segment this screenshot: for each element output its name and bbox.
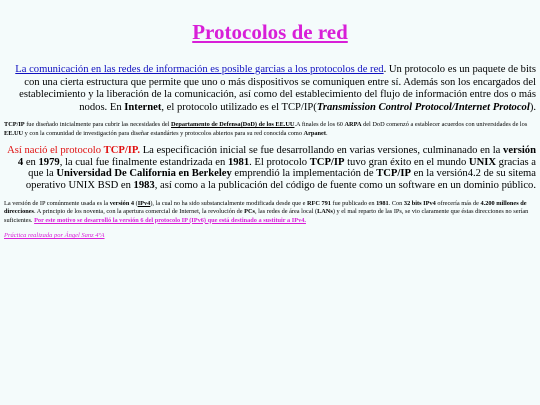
ipv4-year-1981: 1981 <box>376 200 389 207</box>
tcpip-term-2: TCP/IP <box>376 168 411 180</box>
origin-red-bold: TCP/IP. <box>103 145 141 156</box>
ipv6-link[interactable]: Por este motivo se desarrolló la versión 6 del protocolo IP (IPv6) que está destinado a sustituir a IPv4. <box>34 216 306 224</box>
lans-term: LANs <box>317 208 333 216</box>
page-title: Protocolos de red <box>192 20 348 44</box>
ipv4-text-2: ( <box>134 200 138 207</box>
internet-term: Internet <box>124 101 162 113</box>
arpanet-term: Arpanet <box>303 130 326 137</box>
intro-paragraph <box>4 64 536 114</box>
protocols-link[interactable]: La comunicación en las redes de información es posible garcias a los protocolos de red <box>15 64 384 75</box>
ipv4-text-3: ), la cual no ha sido substancialmente modificada desde que e <box>150 200 307 207</box>
origin-text-2: en <box>23 156 39 168</box>
tcp-full-name: Transmission Control Protocol/Internet Protocol <box>316 101 530 113</box>
intro-text-2: , el protocolo utilizado es el TCP/IP( <box>161 101 317 113</box>
origin-text-9: , así como a la publicación del código de fuente como un software en un dominio público. <box>154 179 536 191</box>
history-paragraph <box>4 120 536 138</box>
eeuu-term: EE.UU <box>4 130 24 137</box>
history-text-1: fue diseñado inicialmente para cubrir las necesidades del <box>24 121 171 128</box>
ipv4-text-9: ) y el mal reparto de las IPs, se vio claramente que éstas direcciones no serían suficientes. <box>4 208 529 224</box>
ipv4-text-8: , las redes de área local ( <box>255 208 318 216</box>
rfc-term: RFC 791 <box>307 200 331 207</box>
origin-text-1: La especificación inicial se fue desarrollando en varias versiones, culminanado en la <box>140 145 504 156</box>
ipv4-text-1: La versión de IP comúnmente usada es la <box>4 200 110 207</box>
ipv4-text-4: fue publicado en <box>330 200 377 207</box>
origin-text-7: emprendió la implementación de <box>231 168 377 180</box>
ipv4-version-term: versión 4 <box>109 200 135 207</box>
origin-text-8: en la versión4.2 de su sitema operativo UNIX BSD en <box>25 168 536 191</box>
arpa-term: ARPA <box>344 121 362 128</box>
ipv4-text-5: . Con <box>388 200 404 207</box>
intro-text-3: ). <box>529 101 536 113</box>
history-text-2: .A finales de los 60 <box>294 121 345 128</box>
origin-text-3: , la cual fue finalmente estandrizada en <box>59 156 228 168</box>
origin-red-text: Así nació el protocolo <box>7 145 104 156</box>
origin-text-4: . El protocolo <box>249 156 310 168</box>
ipv4-text-6: ofrecería más de <box>435 200 481 207</box>
year-1983: 1983 <box>133 179 155 191</box>
ipv4-paragraph <box>4 200 536 225</box>
dod-link[interactable]: Departamento de Defensa(DoD) de los EE.UU <box>170 121 295 128</box>
origin-paragraph <box>4 145 536 191</box>
ipv4-term: IPv4 <box>137 200 151 207</box>
intro-text-1: . Un protocolo es un paquete de bits con una cierta estructura que permite que uno o más dispositivos se comuniquen entre sí. Además son los encargados del establecimiento y la liberación de la comunicación, así como del establecimiento del flujo de información entre dos o más nodos. En <box>19 64 536 113</box>
berkeley-term: Universidad De California en Berkeley <box>56 168 232 180</box>
ipv4-text-7: . A principio de los noventa, con la apertura comercial de Internet, la revolución de <box>33 208 245 216</box>
bits-term: 32 bits IPv4 <box>403 200 436 207</box>
year-1979: 1979 <box>38 156 60 168</box>
history-text-3: del DoD comenzó a establecer acuerdos con universidades de los <box>361 121 528 128</box>
credit-link[interactable]: Práctica realizada por Ángel Sanz 4ºA <box>4 232 105 239</box>
version4-term: versión 4 <box>17 145 536 168</box>
millones-term: 4.200 millones de direcciones <box>4 200 527 216</box>
origin-text-6: gracias a que la <box>28 156 536 180</box>
origin-text-5: tuvo gran éxito en el mundo <box>344 156 469 168</box>
pcs-term: PCs <box>244 208 255 216</box>
year-1981: 1981 <box>227 156 250 168</box>
unix-term: UNIX <box>468 156 496 168</box>
history-text-5: . <box>325 130 328 137</box>
tcpip-term-1: TCP/IP <box>309 156 345 168</box>
history-text-4: y con la comunidad de investigación para diseñar estandártes y protocolos abiertos para su red conocida como <box>23 130 304 137</box>
tcpip-term: TCP/IP <box>4 121 25 128</box>
